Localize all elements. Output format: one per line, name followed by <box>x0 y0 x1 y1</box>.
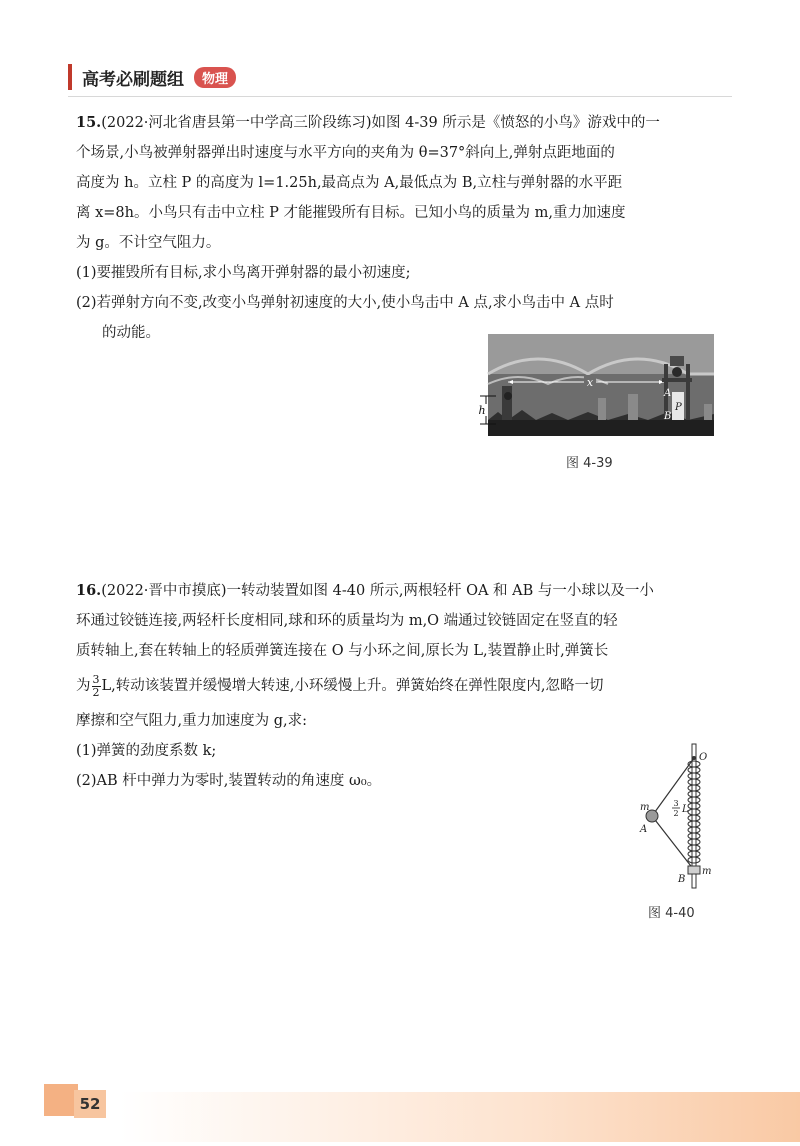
page-number: 52 <box>74 1090 106 1118</box>
fig40-m-ring-label: m <box>702 866 712 877</box>
q16-part-1: (1)弹簧的劲度系数 k; <box>76 743 217 759</box>
q15-line-4: 离 x=8h。小鸟只有击中立柱 P 才能摧毁所有目标。已知小鸟的质量为 m,重力加速度 <box>76 205 626 221</box>
q15-line-5: 为 g。不计空气阻力。 <box>76 235 221 251</box>
question-15 <box>76 108 726 348</box>
header-title: 高考必刷题组 <box>82 69 184 90</box>
fig40-frac-den: 2 <box>673 809 679 818</box>
q16-number: 16. <box>76 582 102 599</box>
footer-decoration <box>120 1092 800 1142</box>
fig40-B-label: B <box>678 874 686 885</box>
fig39-P-label: P <box>675 402 682 413</box>
q15-line-1: 15.(2022·河北省唐县第一中学高三阶段练习)如图 4-39 所示是《愤怒的小鸟》游戏中的一 <box>76 114 660 131</box>
page-header <box>68 64 236 90</box>
q16-line-3: 质转轴上,套在转轴上的轻质弹簧连接在 O 与小环之间,原长为 L,装置静止时,弹簧长 <box>76 643 609 659</box>
q16-part-2: (2)AB 杆中弹力为零时,装置转动的角速度 ω₀。 <box>76 773 382 789</box>
header-divider <box>68 96 732 97</box>
q15-part-2-cont: 的动能。 <box>102 325 160 341</box>
fig40-frac-num: 3 <box>673 799 679 808</box>
figure-4-39-caption: 图 4-39 <box>566 456 613 471</box>
q15-line-3: 高度为 h。立柱 P 的高度为 l=1.25h,最高点为 A,最低点为 B,立柱与弹射器的水平距 <box>76 175 623 191</box>
header-accent-bar <box>68 64 72 90</box>
q15-part-2: (2)若弹射方向不变,改变小鸟弹射初速度的大小,使小鸟击中 A 点,求小鸟击中 A 点时 <box>76 295 614 311</box>
figure-4-39 <box>478 334 714 440</box>
fraction-three-halves: $\frac{3}{2}$ <box>92 672 100 699</box>
figure-4-40 <box>632 740 718 890</box>
fig39-h-label: h <box>478 404 486 417</box>
fig40-A-label: A <box>640 824 648 835</box>
figure-4-40-caption: 图 4-40 <box>648 906 695 921</box>
q15-part-1: (1)要摧毁所有目标,求小鸟离开弹射器的最小初速度; <box>76 265 411 281</box>
fig40-O-label: O <box>699 752 708 763</box>
q16-line-2: 环通过铰链连接,两轻杆长度相同,球和环的质量均为 m,O 端通过铰链固定在竖直的轻 <box>76 613 618 629</box>
question-16 <box>76 576 726 796</box>
q15-line-2: 个场景,小鸟被弹射器弹出时速度与水平方向的夹角为 θ=37°斜向上,弹射点距地面的 <box>76 145 615 161</box>
fig39-x-label: x <box>586 376 594 389</box>
footer-accent-block <box>44 1084 78 1116</box>
q16-line-4: 为 $\frac{3}{2}$ L,转动该装置并缓慢增大转速,小环缓慢上升。弹簧始终在弹性限度内,忽略一切 <box>76 672 604 699</box>
q16-line-5: 摩擦和空气阻力,重力加速度为 g,求: <box>76 713 307 729</box>
fig40-m-ball-label: m <box>640 802 650 813</box>
fig40-L-label: L <box>682 804 689 815</box>
fig39-A-label: A <box>664 388 672 399</box>
subject-badge: 物理 <box>194 67 236 88</box>
q16-line-1: 16.(2022·晋中市摸底)一转动装置如图 4-40 所示,两根轻杆 OA 和 AB 与一小球以及一小 <box>76 582 654 599</box>
q15-number: 15. <box>76 114 102 131</box>
fig39-B-label: B <box>664 411 672 422</box>
